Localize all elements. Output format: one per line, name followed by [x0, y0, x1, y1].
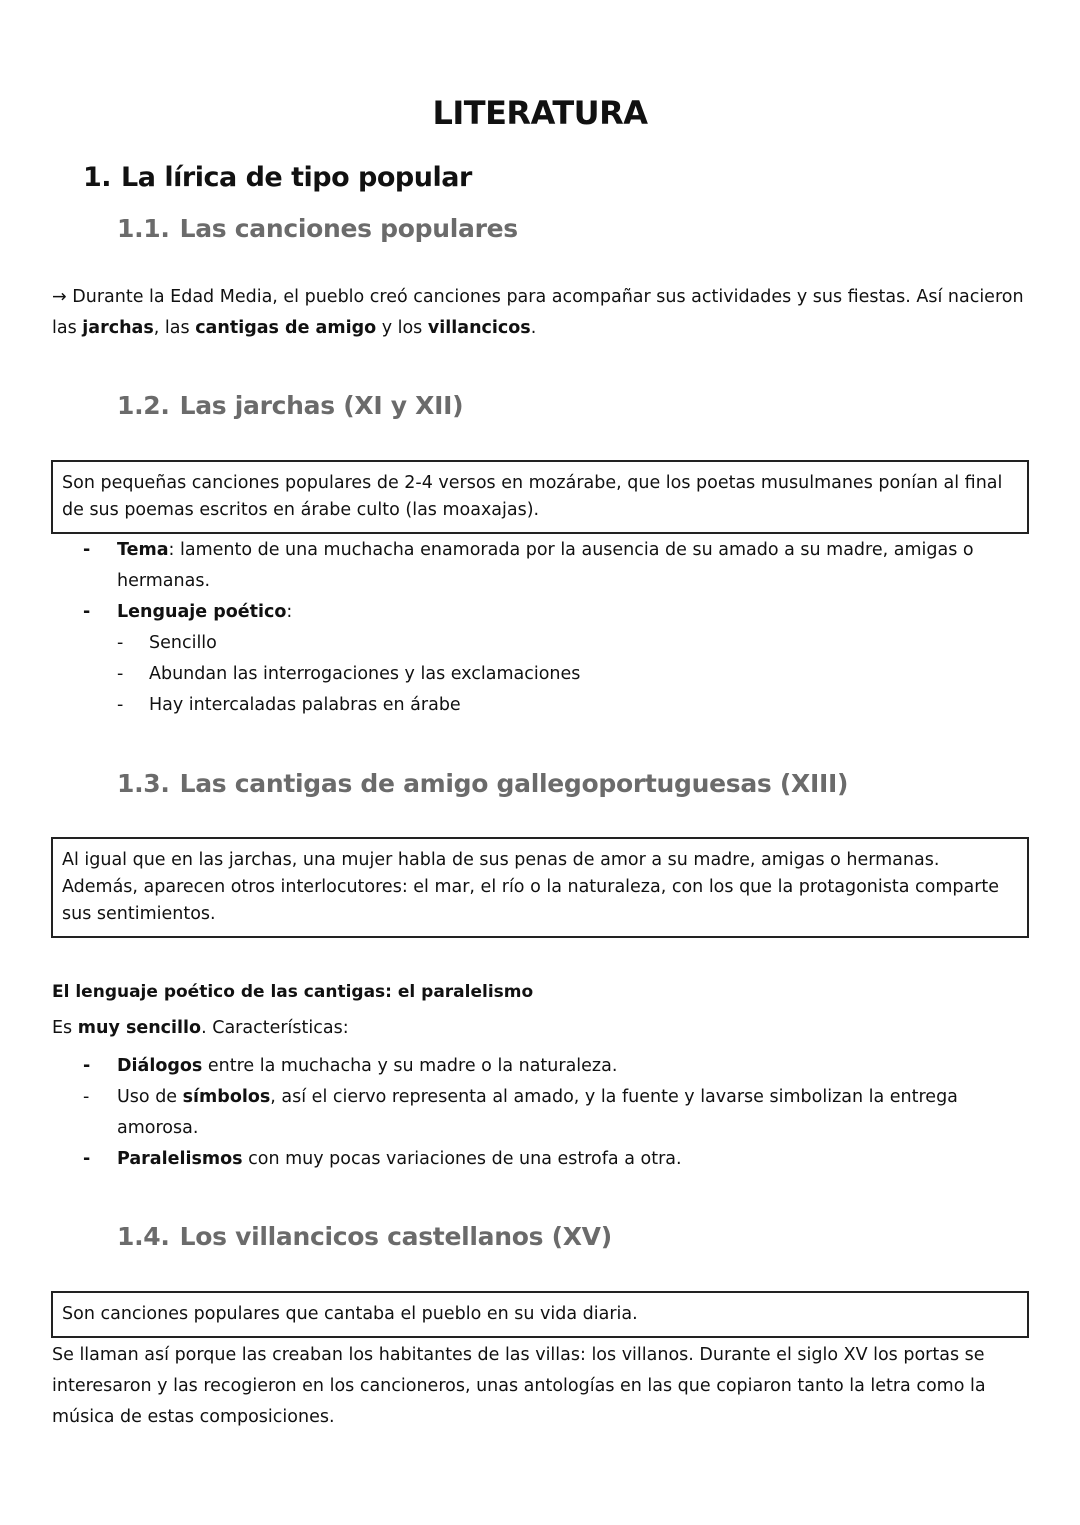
- section-number: 1.: [83, 162, 112, 193]
- item-text: Abundan las interrogaciones y las exclamaciones: [149, 664, 581, 684]
- item-label: Paralelismos: [117, 1149, 243, 1169]
- page-title: LITERATURA: [432, 94, 648, 132]
- list-item: [83, 1082, 1033, 1144]
- term-muy-sencillo: muy sencillo: [77, 1018, 202, 1038]
- villancicos-paragraph: Se llaman así porque las creaban los habitantes de las villas: los villanos. Durante el siglo XV los portas se interesaron y las recogieron en los cancioneros, unas antologías en las que copiaron tanto la letra como la música de estas composiciones.: [52, 1345, 986, 1427]
- section-number: 1.1.: [117, 214, 170, 243]
- dash-bullet: -: [83, 1056, 91, 1076]
- dash-bullet: -: [117, 633, 124, 653]
- section-1-2-heading: [117, 391, 463, 420]
- sub-list: [117, 628, 1033, 721]
- section-number: 1.2.: [117, 391, 170, 420]
- paralelismo-subheading: El lenguaje poético de las cantigas: el paralelismo: [52, 982, 534, 1002]
- section-number: 1.4.: [117, 1222, 170, 1251]
- section-label: Las jarchas (XI y XII): [179, 391, 464, 420]
- text: Es: [52, 1018, 78, 1038]
- section-1-4-heading: [117, 1222, 612, 1251]
- dash-bullet: -: [117, 695, 124, 715]
- item-text: con muy pocas variaciones de una estrofa a otra.: [242, 1149, 682, 1169]
- jarchas-definition-box: Son pequeñas canciones populares de 2-4 versos en mozárabe, que los poetas musulmanes ponían al final de sus poemas escritos en árabe culto (las moaxajas).: [51, 460, 1029, 534]
- text: .: [530, 318, 537, 338]
- item-label: Tema: [117, 540, 169, 560]
- text: y los: [376, 318, 428, 338]
- item-label: Diálogos: [117, 1056, 203, 1076]
- dash-bullet: -: [83, 1149, 91, 1169]
- term-cantigas: cantigas de amigo: [195, 318, 377, 338]
- arrow-icon: →: [52, 287, 67, 307]
- section-1-heading: [83, 162, 472, 193]
- villancicos-definition-box: Son canciones populares que cantaba el pueblo en su vida diaria.: [51, 1291, 1029, 1338]
- sencillo-paragraph: [52, 1013, 1042, 1044]
- section-label: Los villancicos castellanos (XV): [179, 1222, 612, 1251]
- item-text: Hay intercaladas palabras en árabe: [149, 695, 461, 715]
- list-item: [83, 535, 1033, 597]
- list-item: [83, 1144, 1033, 1175]
- section-label: La lírica de tipo popular: [121, 162, 472, 193]
- dash-bullet: -: [117, 664, 124, 684]
- intro-paragraph: [52, 282, 1042, 344]
- dash-bullet: -: [83, 602, 91, 622]
- term-jarchas: jarchas: [82, 318, 154, 338]
- dash-bullet: -: [83, 540, 91, 560]
- item-label: símbolos: [182, 1087, 271, 1107]
- dash-bullet: -: [83, 1087, 90, 1107]
- cantigas-definition-box: Al igual que en las jarchas, una mujer habla de sus penas de amor a su madre, amigas o hermanas. Además, aparecen otros interlocutores: el mar, el río o la naturaleza, con los que la protagonista comparte sus sentimientos.: [51, 837, 1029, 938]
- text: , las: [153, 318, 196, 338]
- cantigas-features-list: [83, 1051, 1033, 1175]
- item-text: :: [286, 602, 293, 622]
- sub-list-item: [117, 690, 1033, 721]
- item-text: entre la muchacha y su madre o la naturaleza.: [202, 1056, 618, 1076]
- text: . Características:: [201, 1018, 349, 1038]
- item-label: Lenguaje poético: [117, 602, 287, 622]
- list-item: [83, 597, 1033, 721]
- item-text: : lamento de una muchacha enamorada por la ausencia de su amado a su madre, amigas o hermanas.: [117, 540, 974, 591]
- term-villancicos: villancicos: [427, 318, 531, 338]
- section-1-3-heading: [117, 769, 848, 798]
- section-1-1-heading: [117, 214, 518, 243]
- jarchas-list: [83, 535, 1033, 721]
- section-label: Las canciones populares: [179, 214, 518, 243]
- text: Durante la Edad Media, el pueblo creó canciones para acompañar sus actividades y sus fiestas. Así nacieron las: [52, 287, 1024, 338]
- item-text: , así el ciervo representa al amado, y la fuente y lavarse simbolizan la entrega amorosa.: [117, 1087, 958, 1138]
- item-text: Sencillo: [149, 633, 217, 653]
- list-item: [83, 1051, 1033, 1082]
- sub-list-item: [117, 628, 1033, 659]
- item-text: Uso de: [117, 1087, 183, 1107]
- section-number: 1.3.: [117, 769, 170, 798]
- section-label: Las cantigas de amigo gallegoportuguesas (XIII): [179, 769, 849, 798]
- sub-list-item: [117, 659, 1033, 690]
